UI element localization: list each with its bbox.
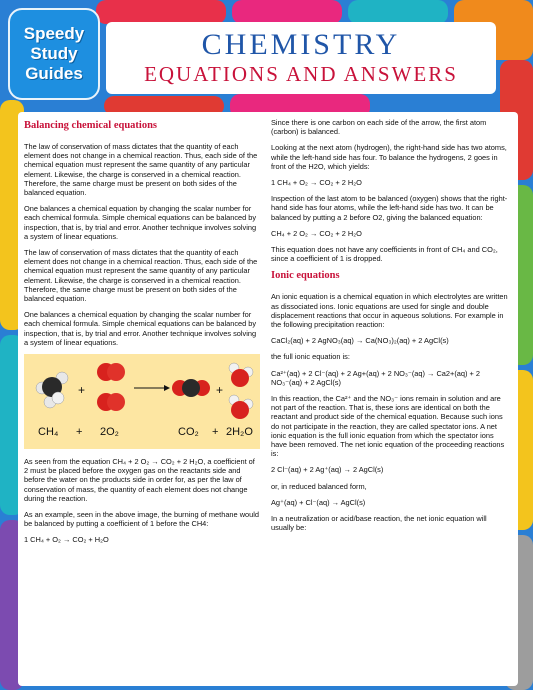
equation: 1 CH₄ + O₂ → CO₂ + 2 H₂O: [271, 178, 362, 188]
paragraph: As seen from the equation CH₄ + 2 O₂ → CO₂ + 2 H₂O, a coefficient of 2 must be placed before the oxygen gas on the reactants side and before the water on the products side in order for, as per the law of conservation of mass, the quantity of each element does not change during the reaction.: [24, 457, 255, 503]
page-title: CHEMISTRY: [201, 28, 401, 61]
paragraph: Inspection of the last atom to be balanced (oxygen) shows that the right-hand side has four atoms, while the left-hand side has two. It can be balanced by putting a 2 before O2, giving the balanced equation:: [271, 194, 508, 222]
right-column: [271, 118, 511, 540]
figure-label-plus: +: [76, 426, 83, 439]
page-subtitle: EQUATIONS AND ANSWERS: [144, 62, 458, 86]
water-molecule: [229, 363, 253, 387]
bg-tile-pink-top: [232, 0, 342, 24]
oxygen-molecule: [97, 393, 125, 411]
paragraph: One balances a chemical equation by changing the scalar number for each chemical formula. Simple chemical equations can be balanced by inspection, that is, by trial and error. Another technique involves solving a system of linear equations.: [24, 204, 257, 241]
left-column: [24, 118, 260, 552]
paragraph: The law of conservation of mass dictates that the quantity of each element does not change in a chemical reaction. Thus, each side of the chemical equation must represent the same quantity of any particular element. Likewise, the charge is conserved in a chemical reaction. Therefore, the same charge must be present on both sides of the balanced equation.: [24, 248, 258, 304]
paragraph: In this reaction, the Ca²⁺ and the NO₃⁻ ions remain in solution and are not part of the reaction. That is, these ions are identical on both the reactant and product side of the chemical equation. Because such ions do not participate in the reaction, they are called spectator ions. A net ionic equation is the full ionic equation from which the spectator ions have been removed. The net ionic equation of the proceeding reactions is:: [271, 394, 505, 459]
paragraph: One balances a chemical equation by changing the scalar number for each chemical formula. Simple chemical equations can be balanced by inspection, that is, by trial and error. Another technique involves solving a system of linear equations.: [24, 310, 257, 347]
section-heading-balancing: Balancing chemical equations: [24, 120, 158, 131]
arrow-head: [164, 385, 170, 391]
figure-label-oxygen: 2O₂: [100, 426, 119, 439]
paragraph: This equation does not have any coefficients in front of CH₄ and CO₂, since a coefficient of 1 is dropped.: [271, 245, 498, 264]
speedy-study-guides-logo: [8, 8, 100, 100]
equation: CH₄ + 2 O₂ → CO₂ + 2 H₂O: [271, 228, 362, 238]
water-molecule: [229, 395, 253, 419]
plus-sign: +: [216, 383, 224, 398]
logo-line-3: Guides: [25, 64, 83, 83]
logo-line-2: Study: [30, 44, 78, 63]
bg-tile-teal-top: [348, 0, 448, 24]
content-panel: [18, 112, 518, 686]
oxygen-molecule: [97, 363, 125, 381]
plus-sign: +: [78, 383, 86, 398]
paragraph: In a neutralization or acid/base reaction, the net ionic equation will usually be:: [271, 514, 487, 533]
equation: Ag⁺(aq) + Cl⁻(aq) → AgCl(s): [271, 497, 366, 507]
paragraph: Looking at the next atom (hydrogen), the right-hand side has two atoms, while the left-hand side has four. To balance the hydrogens, 2 goes in front of the H2O, which yields:: [271, 143, 507, 171]
bg-tile-red-top: [96, 0, 226, 24]
methane-molecule: [36, 372, 68, 408]
paragraph: the full ionic equation is:: [271, 352, 350, 362]
equation: CaCl₂(aq) + 2 AgNO₃(aq) → Ca(NO₃)₂(aq) + 2 AgCl(s): [271, 336, 449, 346]
figure-labels: [24, 428, 260, 444]
paragraph: or, in reduced balanced form,: [271, 481, 367, 491]
paragraph: As an example, seen in the above image, the burning of methane would be balanced by putting a coefficient of 1 before the CH4:: [24, 510, 260, 529]
section-heading-ionic: Ionic equations: [271, 270, 340, 282]
paragraph: The law of conservation of mass dictates that the quantity of each element does not change in a chemical reaction. Thus, each side of the chemical equation must represent the same quantity of any particular element. Likewise, the charge is conserved in a chemical reaction. Therefore, the same charge must be present on both sides of the balanced equation.: [24, 142, 258, 198]
methane-combustion-figure: [24, 354, 260, 449]
equation: Ca²⁺(aq) + 2 Cl⁻(aq) + 2 Ag+(aq) + 2 NO₃⁻(aq) → Ca2+(aq) + 2 NO₃⁻(aq) + 2 AgCl(s): [271, 368, 481, 387]
carbon-dioxide-molecule: [172, 379, 210, 397]
figure-label-water: 2H₂O: [226, 426, 253, 439]
figure-label-plus: +: [212, 426, 219, 439]
figure-label-co2: CO₂: [178, 426, 199, 439]
paragraph: An ionic equation is a chemical equation in which electrolytes are written as dissociated ions. Ionic equations are used for single and double displacement reactions that occur in aqueous solutions. For example in the following precipitation reaction:: [271, 292, 508, 330]
equation: 2 Cl⁻(aq) + 2 Ag⁺(aq) → 2 AgCl(s): [271, 465, 384, 475]
figure-label-methane: CH₄: [38, 426, 59, 439]
logo-line-1: Speedy: [23, 24, 85, 43]
equation: 1 CH₄ + O₂ → CO₂ + H₂O: [24, 535, 109, 545]
title-panel: [106, 22, 496, 94]
paragraph: Since there is one carbon on each side of the arrow, the first atom (carbon) is balanced.: [271, 118, 487, 137]
